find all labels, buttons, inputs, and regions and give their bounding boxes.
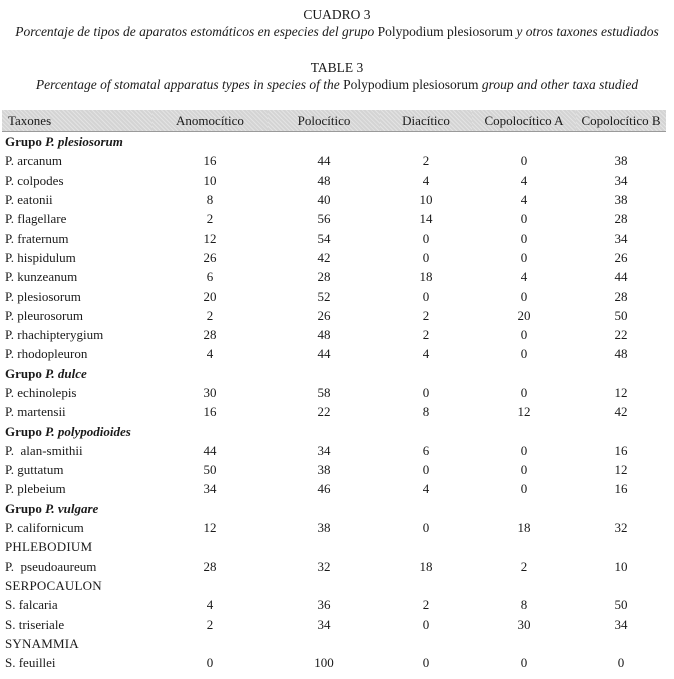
taxon-name: P. arcanum (5, 153, 63, 169)
header-copolocitico-b: Copolocítico B (576, 110, 666, 132)
value-cell: 16 (203, 404, 217, 420)
value-cell: 44 (317, 153, 331, 169)
value-cell: 44 (203, 442, 217, 458)
value-cell: 2 (422, 307, 430, 323)
value-cell: 0 (422, 230, 430, 246)
group-label (2, 421, 666, 440)
taxon-name: P. martensii (5, 404, 66, 420)
caption-en-subtitle (0, 77, 674, 93)
value-cell: 0 (422, 462, 430, 478)
value-cell: 2 (206, 307, 214, 323)
taxon-name: P. plesiosorum (5, 288, 81, 304)
value-cell: 46 (317, 481, 331, 497)
caption-en-sub-taxon: Polypodium plesiosorum (343, 77, 479, 92)
value-cell: 4 (520, 269, 528, 285)
genus-row (2, 576, 666, 595)
value-cell: 48 (317, 172, 331, 188)
value-cell: 10 (203, 172, 217, 188)
value-cell: 6 (206, 269, 214, 285)
table-row (2, 460, 666, 479)
value-cell: 28 (317, 269, 331, 285)
value-cell: 4 (206, 597, 214, 613)
value-cell: 16 (203, 153, 217, 169)
value-cell: 0 (520, 288, 528, 304)
table-row (2, 557, 666, 576)
caption-es-sub-before: Porcentaje de tipos de aparatos estomáticos en especies del grupo (15, 24, 378, 39)
taxon-name: P. alan-smithii (5, 442, 83, 458)
value-cell: 52 (317, 288, 331, 304)
value-cell: 12 (203, 230, 217, 246)
value-cell: 0 (520, 211, 528, 227)
table-row (2, 306, 666, 325)
table-row (2, 441, 666, 460)
caption-en-sub-before: Percentage of stomatal apparatus types in species of the (35, 77, 344, 92)
value-cell: 0 (422, 288, 430, 304)
value-cell: 50 (203, 462, 217, 478)
taxon-name: P. plebeium (5, 481, 66, 497)
group-prefix: Grupo (5, 134, 46, 150)
value-cell: 28 (203, 327, 217, 343)
value-cell: 26 (317, 307, 331, 323)
genus-label: SERPOCAULON (5, 577, 102, 593)
value-cell: 14 (419, 211, 433, 227)
group-name: P. dulce (45, 365, 87, 381)
value-cell: 36 (317, 597, 331, 613)
value-cell: 54 (317, 230, 331, 246)
genus-row (2, 634, 666, 653)
table-row (2, 267, 666, 286)
caption-es-sub-after: y otros taxones estudiados (513, 24, 659, 39)
taxon-name: P. kunzeanum (5, 269, 78, 285)
value-cell: 50 (614, 307, 628, 323)
value-cell: 12 (614, 385, 628, 400)
caption-es-subtitle (0, 24, 674, 40)
value-cell: 10 (614, 558, 628, 574)
value-cell: 4 (206, 346, 214, 362)
group-row (2, 364, 666, 383)
value-cell: 0 (520, 385, 528, 400)
value-cell: 48 (317, 327, 331, 343)
header-copolocitico-a: Copolocítico A (472, 110, 576, 132)
value-cell: 28 (614, 211, 628, 227)
value-cell: 10 (419, 192, 433, 208)
table-row (2, 383, 666, 402)
value-cell: 32 (317, 558, 331, 574)
table-row (2, 190, 666, 209)
value-cell: 4 (422, 481, 430, 497)
value-cell: 8 (422, 404, 430, 420)
value-cell: 30 (203, 385, 217, 400)
header-anomocitico: Anomocítico (152, 110, 268, 132)
value-cell: 34 (614, 172, 628, 188)
value-cell: 26 (203, 249, 217, 265)
caption-es-title: CUADRO 3 (303, 7, 371, 22)
table-row (2, 402, 666, 421)
value-cell: 58 (317, 385, 331, 400)
value-cell: 28 (614, 288, 628, 304)
value-cell: 6 (422, 442, 430, 458)
caption-en-title: TABLE 3 (310, 60, 364, 75)
value-cell: 20 (517, 307, 531, 323)
table-row (2, 595, 666, 614)
value-cell: 28 (203, 558, 217, 574)
value-cell: 8 (206, 192, 214, 208)
value-cell: 4 (520, 192, 528, 208)
group-prefix: Grupo (5, 365, 46, 381)
value-cell: 44 (614, 269, 628, 285)
value-cell: 4 (422, 172, 430, 188)
value-cell: 34 (203, 481, 217, 497)
value-cell: 2 (422, 327, 430, 343)
value-cell: 12 (203, 520, 217, 536)
genus-label: PHLEBODIUM (5, 539, 93, 555)
group-row (2, 421, 666, 440)
taxon-name: P. californicum (5, 520, 84, 536)
value-cell: 18 (517, 520, 531, 536)
header-polocitico: Polocítico (268, 110, 380, 132)
value-cell: 38 (317, 462, 331, 478)
table-row (2, 653, 666, 672)
value-cell: 16 (614, 442, 628, 458)
taxon-name: P. guttatum (5, 462, 64, 478)
group-name: P. polypodioides (45, 423, 131, 439)
value-cell: 0 (520, 346, 528, 362)
value-cell: 44 (317, 346, 331, 362)
table-row (2, 325, 666, 344)
value-cell: 0 (422, 385, 430, 400)
value-cell: 50 (614, 597, 628, 613)
table-header (2, 110, 666, 132)
value-cell: 2 (422, 153, 430, 169)
stomata-table (2, 110, 666, 672)
table-row (2, 228, 666, 247)
table-row (2, 518, 666, 537)
value-cell: 22 (317, 404, 331, 420)
value-cell: 22 (614, 327, 628, 343)
value-cell: 40 (317, 192, 331, 208)
group-label (2, 364, 666, 383)
value-cell: 2 (422, 597, 430, 613)
taxon-name: P. fraternum (5, 230, 69, 246)
value-cell: 4 (422, 346, 430, 362)
table-row (2, 171, 666, 190)
value-cell: 38 (317, 520, 331, 536)
value-cell: 0 (520, 230, 528, 246)
value-cell: 0 (422, 616, 430, 632)
value-cell: 30 (517, 616, 531, 632)
value-cell: 0 (617, 655, 625, 671)
value-cell: 0 (520, 462, 528, 478)
value-cell: 16 (614, 481, 628, 497)
table-row (2, 479, 666, 498)
header-taxones: Taxones (2, 110, 152, 132)
table-row (2, 151, 666, 170)
table-row (2, 286, 666, 305)
caption-en-sub-after: group and other taxa studied (478, 77, 639, 92)
table-body (2, 132, 666, 673)
value-cell: 42 (317, 249, 331, 265)
group-prefix: Grupo (5, 423, 46, 439)
group-label (2, 499, 666, 518)
taxon-name: P. pseudoaureum (5, 558, 97, 574)
value-cell: 0 (422, 249, 430, 265)
taxon-name: P. echinolepis (5, 385, 77, 400)
taxon-name: P. pleurosorum (5, 307, 83, 323)
value-cell: 34 (614, 616, 628, 632)
genus-label: SYNAMMIA (5, 635, 79, 651)
group-label (2, 132, 666, 152)
value-cell: 12 (614, 462, 628, 478)
value-cell: 34 (614, 230, 628, 246)
table-row (2, 248, 666, 267)
taxon-name: P. flagellare (5, 211, 67, 227)
stomata-table-container (2, 110, 666, 672)
value-cell: 42 (614, 404, 628, 420)
value-cell: 32 (614, 520, 628, 536)
value-cell: 0 (520, 655, 528, 671)
value-cell: 0 (520, 481, 528, 497)
group-name: P. plesiosorum (45, 134, 123, 150)
table-row (2, 614, 666, 633)
value-cell: 18 (419, 269, 433, 285)
header-diacitico: Diacítico (380, 110, 472, 132)
value-cell: 0 (520, 327, 528, 343)
header-row (2, 110, 666, 132)
value-cell: 2 (520, 558, 528, 574)
value-cell: 0 (422, 520, 430, 536)
taxon-name: S. triseriale (5, 616, 65, 632)
value-cell: 12 (517, 404, 531, 420)
value-cell: 26 (614, 249, 628, 265)
value-cell: 56 (317, 211, 331, 227)
caption-es-sub-taxon: Polypodium plesiosorum (377, 24, 514, 39)
value-cell: 34 (317, 442, 331, 458)
value-cell: 100 (314, 655, 334, 671)
group-row (2, 499, 666, 518)
group-name: P. vulgare (45, 500, 99, 516)
value-cell: 38 (614, 153, 628, 169)
taxon-name: P. hispidulum (5, 249, 76, 265)
value-cell: 48 (614, 346, 628, 362)
genus-row (2, 537, 666, 556)
value-cell: 4 (520, 172, 528, 188)
value-cell: 0 (520, 249, 528, 265)
value-cell: 0 (206, 655, 214, 671)
value-cell: 20 (203, 288, 217, 304)
group-row (2, 132, 666, 152)
value-cell: 38 (614, 192, 628, 208)
taxon-name: P. eatonii (5, 192, 53, 208)
taxon-name: S. feuillei (5, 655, 56, 671)
value-cell: 18 (419, 558, 433, 574)
value-cell: 0 (520, 153, 528, 169)
taxon-name: P. rhodopleuron (5, 346, 88, 362)
value-cell: 8 (520, 597, 528, 613)
value-cell: 0 (520, 442, 528, 458)
taxon-name: P. colpodes (5, 172, 64, 188)
taxon-name: P. rhachipterygium (5, 327, 104, 343)
value-cell: 2 (206, 616, 214, 632)
taxon-name: S. falcaria (5, 597, 58, 613)
value-cell: 2 (206, 211, 214, 227)
table-row (2, 209, 666, 228)
table-row (2, 344, 666, 363)
value-cell: 0 (422, 655, 430, 671)
value-cell: 34 (317, 616, 331, 632)
group-prefix: Grupo (5, 500, 46, 516)
